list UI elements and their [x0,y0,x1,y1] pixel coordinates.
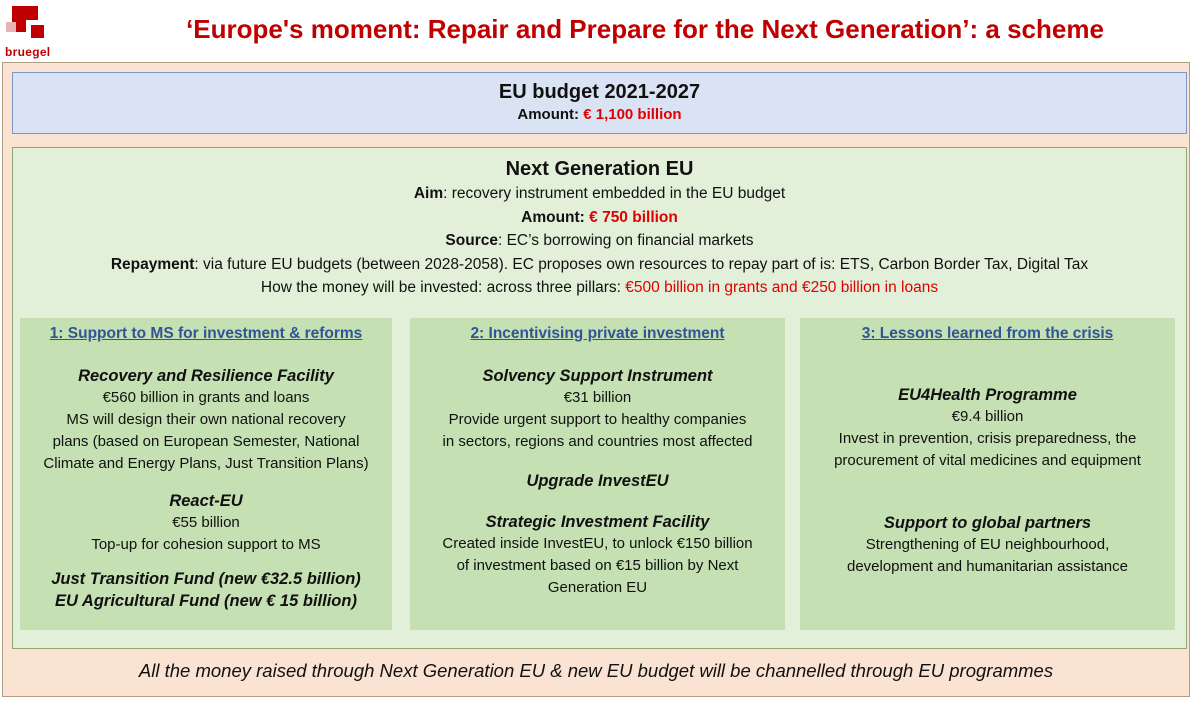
budget-amount-line: Amount: € 1,100 billion [517,106,682,123]
page-title: ‘Europe's moment: Repair and Prepare for the Next Generation’: a scheme [186,14,1104,44]
ngeu-summary [13,156,1186,300]
react-eu-title: React-EU [169,492,243,510]
rrf-amount: €560 billion in grants and loans [102,389,310,406]
eu4health-title: EU4Health Programme [898,386,1077,404]
logo-square-inner [31,25,44,38]
ssi-desc-line: Provide urgent support to healthy companies [448,411,747,428]
ngeu-repayment-line [13,253,1186,277]
ssi-amount: €31 billion [563,389,632,406]
ngeu-invest-highlight: €500 billion in grants and €250 billion in loans [625,279,939,296]
pillar-1-box [20,318,392,630]
eu-agricultural-fund: EU Agricultural Fund (new € 15 billion) [55,592,357,610]
sif-desc-line: of investment based on €15 billion by Next [456,557,739,574]
budget-amount-label: Amount [517,106,575,123]
global-partners-title: Support to global partners [883,514,1092,532]
upgrade-investeu-title: Upgrade InvestEU [526,472,669,490]
eu4health-desc-line: Invest in prevention, crisis preparedness, the [838,430,1137,447]
budget-heading: EU budget 2021-2027 [498,81,701,103]
ngeu-invest-text: How the money will be invested: across three pillars: [260,279,626,296]
ngeu-amount-value: € 750 billion [589,208,678,226]
budget-amount-value: € 1,100 billion [583,106,682,123]
pillar-1-heading: 1: Support to MS for investment & reforms [49,325,363,342]
ngeu-heading: Next Generation EU [505,158,694,180]
react-eu-amount: €55 billion [172,514,240,531]
bruegel-logo [2,2,58,60]
logo-square-small [6,22,16,32]
rrf-desc-line: Climate and Energy Plans, Just Transition Plans) [43,455,369,472]
global-partners-desc-line: Strengthening of EU neighbourhood, [865,536,1110,553]
just-transition-fund: Just Transition Fund (new €32.5 billion) [51,570,361,588]
sif-desc-line: Created inside InvestEU, to unlock €150 billion [442,535,753,552]
ngeu-source-label: Source [445,232,498,249]
ngeu-amount-line: Amount: € 750 billion [521,208,678,226]
global-partners-desc-line: development and humanitarian assistance [846,558,1128,575]
sif-title: Strategic Investment Facility [485,513,710,531]
react-eu-desc: Top-up for cohesion support to MS [91,536,321,553]
ngeu-aim-label: Aim [413,185,444,202]
ngeu-amount-label: Amount [521,208,580,226]
pillar-3-heading: 3: Lessons learned from the crisis [861,325,1114,342]
eu4health-desc-line: procurement of vital medicines and equipment [834,452,1141,469]
ngeu-aim-text: : recovery instrument embedded in the EU budget [443,185,786,202]
sif-desc-line: Generation EU [547,579,648,596]
footer-note: All the money raised through Next Generation EU & new EU budget will be channelled through EU programmes [138,660,1054,681]
pillar-2-box [410,318,785,630]
ngeu-source-line [13,229,1186,253]
rrf-desc-line: plans (based on European Semester, National [52,433,360,450]
eu-budget-box [12,72,1187,134]
ssi-title: Solvency Support Instrument [482,367,713,385]
ngeu-source-text: : EC’s borrowing on financial markets [497,232,754,249]
pillar-2-heading: 2: Incentivising private investment [470,325,725,342]
ngeu-aim-line [13,182,1186,206]
ssi-desc-line: in sectors, regions and countries most affected [442,433,753,450]
ngeu-invest-line [13,276,1186,300]
rrf-desc-line: MS will design their own national recovery [66,411,346,428]
pillar-3-box [800,318,1175,630]
rrf-title: Recovery and Resilience Facility [78,367,334,385]
ngeu-repayment-text: : via future EU budgets (between 2028-2058). EC proposes own resources to repay part of is: ETS, Carbon Border Tax, Digital Tax [194,255,1089,273]
ngeu-repayment-label: Repayment [110,255,195,273]
logo-wordmark: bruegel [5,45,51,59]
eu4health-amount: €9.4 billion [951,408,1024,425]
